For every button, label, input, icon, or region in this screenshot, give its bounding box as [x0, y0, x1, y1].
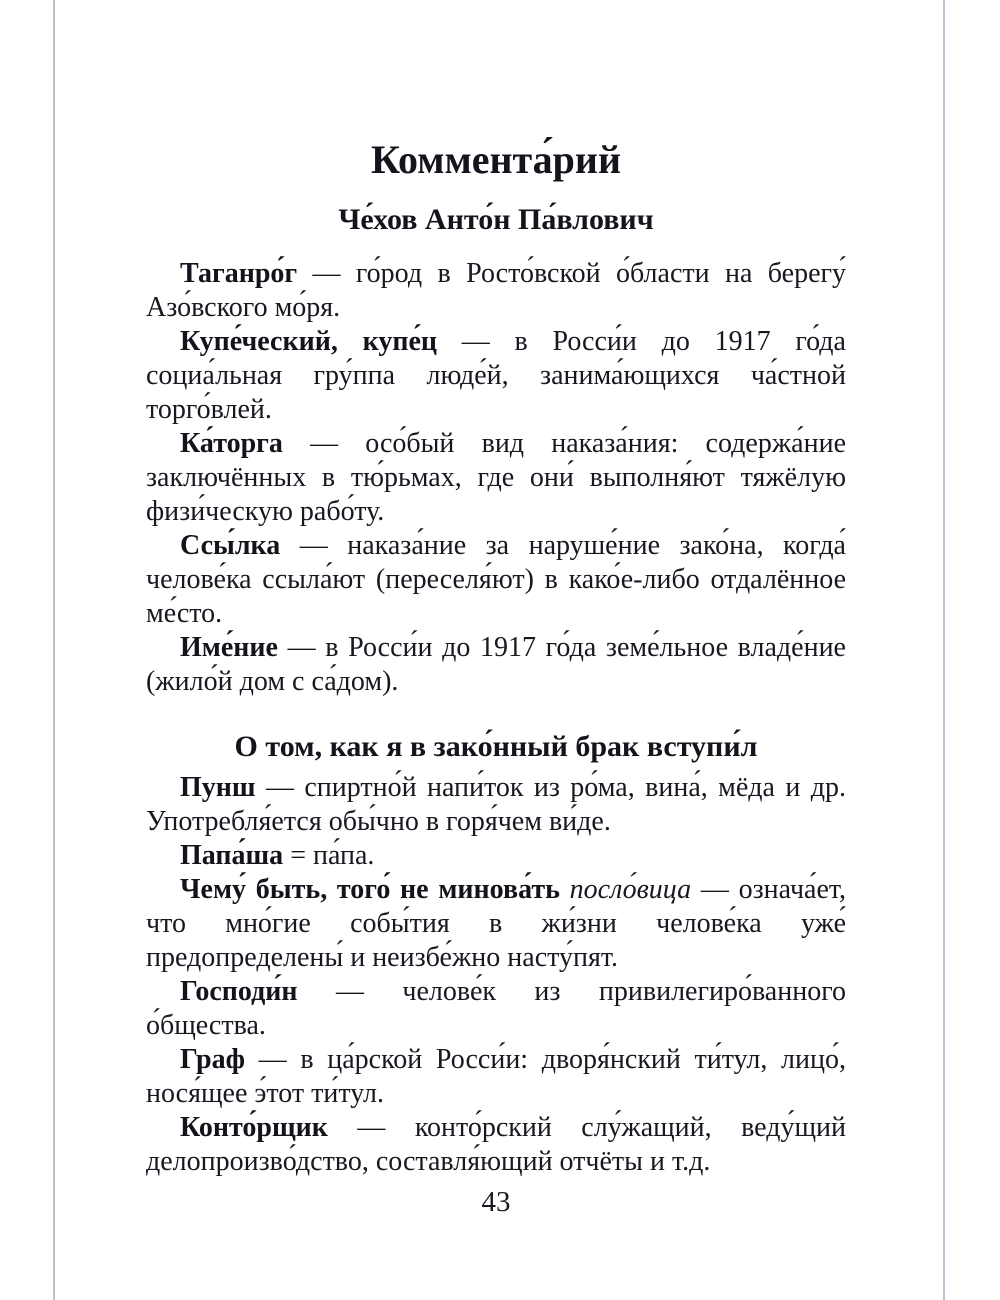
entry-term: Ка́торга: [180, 428, 283, 459]
page-edge-right: [943, 0, 945, 1300]
entry-term: Граф: [180, 1044, 245, 1075]
entry-definition: — в Росси́и до 1917 го́да социа́льная гру́ппа люде́й, занима́ющихся ча́стной торго́влей.: [146, 326, 846, 425]
entry-definition: — наказа́ние за наруше́ние зако́на, когда́ челове́ка ссыла́ют (переселя́ют) в како́е-либо отдалённое ме́сто.: [146, 530, 846, 629]
glossary-entry: [146, 1111, 846, 1179]
glossary-section-story: [146, 771, 846, 1179]
glossary-entry: [146, 839, 846, 873]
glossary-entry: [146, 975, 846, 1043]
entry-definition: — означа́ет, что мно́гие собы́тия в жи́зни челове́ка уже́ предопределены́ и неизбе́жно насту́пят.: [146, 874, 847, 973]
entry-definition: — го́род в Росто́вской о́бласти на берегу́ Азо́вского мо́ря.: [146, 258, 846, 323]
entry-term: Купе́ческий, купе́ц: [180, 326, 438, 357]
entry-definition: — в Росси́и до 1917 го́да земе́льное владе́ние (жило́й дом с са́дом).: [146, 632, 846, 697]
entry-definition: — осо́бый вид наказа́ния: содержа́ние заключённых в тю́рьмах, где они́ выполня́ют тяжёлую физи́ческую рабо́ту.: [146, 428, 846, 527]
entry-term: Таганро́г: [180, 258, 298, 289]
entry-word-class-label: посло́вица: [569, 874, 692, 905]
entry-term: Конто́рщик: [180, 1112, 328, 1143]
glossary-entry: [146, 427, 846, 529]
page-title: Коммента́рий: [370, 137, 622, 182]
glossary-entry: [146, 325, 846, 427]
entry-term: Име́ние: [180, 632, 278, 663]
entry-definition: — конто́рский слу́жащий, веду́щий делопроизво́дство, составля́ющий отчёты и т.д.: [146, 1112, 846, 1177]
glossary-section-chekhov: [146, 257, 846, 699]
entry-term: Ссы́лка: [180, 530, 281, 561]
glossary-entry: [146, 873, 846, 975]
glossary-entry: [146, 631, 846, 699]
entry-term: Господи́н: [180, 976, 298, 1007]
entry-definition: — челове́к из привилегиро́ванного о́бщества.: [146, 976, 846, 1041]
entry-term: Пунш: [180, 772, 256, 803]
page-content: [146, 0, 846, 1179]
story-section-heading: О том, как я в зако́нный брак вступи́л: [234, 730, 758, 763]
page-number: 43: [481, 1186, 511, 1218]
glossary-entry: [146, 529, 846, 631]
entry-definition: — в ца́рской Росси́и: дворя́нский ти́тул, лицо́, нося́щее э́тот ти́тул.: [146, 1044, 846, 1109]
entry-definition: = па́па.: [283, 840, 375, 871]
glossary-entry: [146, 1043, 846, 1111]
entry-term: Папа́ша: [180, 840, 284, 871]
glossary-entry: [146, 257, 846, 325]
entry-definition: — спиртно́й напи́ток из ро́ма, вина́, мёда и др. Употребля́ется обы́чно в горя́чем ви́де.: [146, 772, 846, 837]
glossary-entry: [146, 771, 846, 839]
entry-term: Чему́ быть, того́ не минова́ть: [180, 874, 560, 905]
page-edge-left: [53, 0, 55, 1300]
author-heading: Че́хов Анто́н Па́влович: [338, 203, 654, 236]
